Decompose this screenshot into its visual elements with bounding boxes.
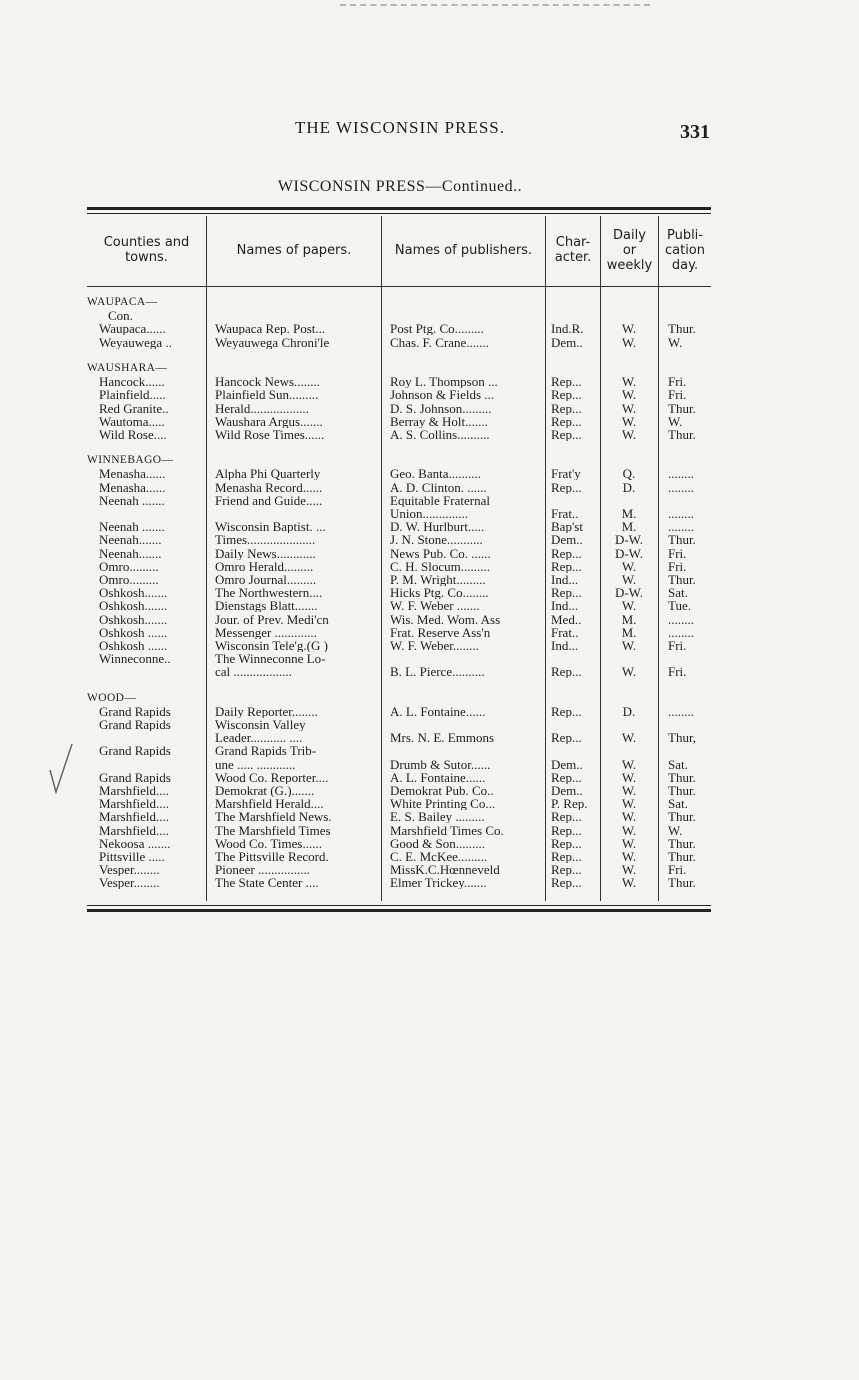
table-row <box>0 309 859 322</box>
cell-publication-day: Thur. <box>668 783 696 797</box>
cell-character: Rep... <box>551 480 582 494</box>
cell-publisher: White Printing Co... <box>390 797 496 811</box>
table-row <box>0 481 859 494</box>
cell-town: Grand Rapids <box>99 704 171 718</box>
table-row <box>0 626 859 639</box>
table-row <box>0 837 859 850</box>
cell-character: Med.. <box>551 612 582 626</box>
cell-publisher: D. W. Hurlburt..... <box>390 520 485 534</box>
cell-frequency: W. <box>621 731 637 745</box>
cell-paper-name: Weyauwega Chroni'le <box>215 335 330 349</box>
cell-frequency: W. <box>621 797 637 811</box>
column-header-papers: Names of papers. <box>236 242 352 258</box>
cell-publication-day: Thur. <box>668 401 696 415</box>
table-row <box>0 718 859 731</box>
cell-character: Rep... <box>551 823 582 837</box>
cell-character: Dem.. <box>551 533 583 547</box>
cell-publication-day: W. <box>668 414 683 428</box>
cell-publication-day: Fri. <box>668 665 687 679</box>
bottom-thin-rule <box>87 905 711 906</box>
cell-paper-name: The Marshfield Times <box>215 823 331 837</box>
table-row <box>0 428 859 441</box>
cell-publisher: Roy L. Thompson ... <box>390 375 498 389</box>
cell-character: Ind... <box>551 599 579 613</box>
cell-paper-name: Wisconsin Tele'g.(G ) <box>215 638 328 652</box>
cell-character: Rep... <box>551 427 582 441</box>
cell-frequency: W. <box>621 335 637 349</box>
cell-frequency: W. <box>621 599 637 613</box>
cell-paper-name: The Pittsville Record. <box>215 849 329 863</box>
cell-publication-day: ........ <box>668 480 694 494</box>
cell-town: Con. <box>108 309 133 323</box>
bottom-thick-rule <box>87 909 711 912</box>
cell-paper-name: The Marshfield News. <box>215 810 332 824</box>
cell-publication-day: Thur. <box>668 533 696 547</box>
cell-town: Waupaca...... <box>99 322 166 336</box>
table-row <box>0 665 859 678</box>
cell-publication-day: Fri. <box>668 638 687 652</box>
cell-publisher: Johnson & Fields ... <box>390 388 495 402</box>
cell-frequency: W. <box>621 783 637 797</box>
cell-town: Neenah....... <box>99 533 162 547</box>
top-thick-rule <box>87 207 711 210</box>
cell-town: Marshfield.... <box>99 810 170 824</box>
table-row <box>0 573 859 586</box>
cell-publisher: Union.............. <box>390 507 468 520</box>
table-row <box>0 771 859 784</box>
header-rule <box>87 286 711 287</box>
cell-publisher: MissK.C.Hœnneveld <box>390 863 500 877</box>
table-row <box>0 731 859 744</box>
cell-publisher: J. N. Stone........... <box>390 533 483 547</box>
cell-character: Rep... <box>551 665 582 679</box>
cell-publication-day: Sat. <box>668 757 688 771</box>
cell-frequency: W. <box>621 836 637 850</box>
cell-frequency: W. <box>621 757 637 771</box>
cell-town: Wild Rose.... <box>99 427 167 441</box>
cell-publisher: Wis. Med. Wom. Ass <box>390 612 501 626</box>
cell-paper-name: Daily News............ <box>215 546 316 560</box>
cell-paper-name: Leader........... .... <box>215 731 303 745</box>
cell-frequency: M. <box>621 520 637 534</box>
cell-frequency: W. <box>621 572 637 586</box>
table-row <box>0 810 859 823</box>
cell-publication-day: Fri. <box>668 375 687 389</box>
cell-frequency: W. <box>621 665 637 679</box>
cell-town: WAUSHARA— <box>87 361 168 374</box>
cell-town: WOOD— <box>87 691 137 704</box>
cell-character: Rep... <box>551 849 582 863</box>
cell-paper-name: Herald.................. <box>215 401 309 415</box>
cell-paper-name: The State Center .... <box>215 876 319 890</box>
cell-publisher: W. F. Weber........ <box>390 638 479 652</box>
cell-paper-name: The Winneconne Lo- <box>215 652 326 666</box>
cell-character: Rep... <box>551 559 582 573</box>
press-table-body <box>0 296 859 889</box>
county-heading-row <box>0 692 859 705</box>
column-header-publication-day: Publi- cation day. <box>664 227 705 273</box>
top-thin-rule <box>87 213 711 214</box>
cell-character: Rep... <box>551 586 582 600</box>
cell-frequency: W. <box>621 322 637 336</box>
cell-town: Grand Rapids <box>99 744 171 758</box>
cell-publication-day: Sat. <box>668 586 688 600</box>
cell-town: Neenah....... <box>99 546 162 560</box>
cell-frequency: W. <box>621 401 637 415</box>
cell-paper-name: Wood Co. Times...... <box>215 836 322 850</box>
cell-paper-name: Times..................... <box>215 533 316 547</box>
table-row <box>0 375 859 388</box>
cell-character: Ind... <box>551 572 579 586</box>
cell-frequency: W. <box>621 427 637 441</box>
cell-character: P. Rep. <box>551 797 588 811</box>
cell-publication-day: Thur. <box>668 836 696 850</box>
cell-town: Menasha...... <box>99 480 166 494</box>
cell-publisher: C. H. Slocum......... <box>390 559 491 573</box>
cell-frequency: W. <box>621 863 637 877</box>
table-row <box>0 520 859 533</box>
cell-publisher: B. L. Pierce.......... <box>390 665 485 679</box>
cell-frequency: D-W. <box>614 586 644 600</box>
spacer-row <box>0 441 859 454</box>
cell-character: Frat.. <box>551 625 579 639</box>
cell-town: Hancock...... <box>99 375 165 389</box>
cell-character: Rep... <box>551 731 582 745</box>
cell-town: Vesper........ <box>99 863 160 877</box>
table-row <box>0 797 859 810</box>
cell-town: Red Granite.. <box>99 401 169 415</box>
spacer-row <box>0 678 859 691</box>
cell-character: Frat'y <box>551 467 581 481</box>
cell-town: WINNEBAGO— <box>87 454 174 467</box>
cell-frequency: W. <box>621 388 637 402</box>
cell-publisher: Frat. Reserve Ass'n <box>390 625 491 639</box>
cell-publisher: D. S. Johnson......... <box>390 401 492 415</box>
cell-character: Rep... <box>551 810 582 824</box>
cell-town: WAUPACA— <box>87 296 158 308</box>
county-heading-row <box>0 454 859 467</box>
cell-publisher: Post Ptg. Co......... <box>390 322 484 336</box>
cell-frequency: M. <box>621 612 637 626</box>
cell-town: Plainfield..... <box>99 388 166 402</box>
handwritten-check-mark <box>46 740 76 800</box>
cell-paper-name: Messenger ............. <box>215 625 317 639</box>
table-row <box>0 322 859 335</box>
cell-town: Marshfield.... <box>99 823 170 837</box>
cell-paper-name: Waushara Argus....... <box>215 414 323 428</box>
cell-paper-name: Grand Rapids Trib- <box>215 744 317 758</box>
cell-town: Nekoosa ....... <box>99 836 171 850</box>
cell-publication-day: Thur. <box>668 572 696 586</box>
cell-town: Menasha...... <box>99 467 166 481</box>
cell-publication-day: W. <box>668 823 683 837</box>
cell-paper-name: Jour. of Prev. Medi'cn <box>215 612 329 626</box>
cell-publication-day: ........ <box>668 625 694 639</box>
cell-paper-name: Pioneer ................ <box>215 863 310 877</box>
cell-paper-name: Wisconsin Baptist. ... <box>215 520 326 534</box>
cell-town: Marshfield.... <box>99 783 170 797</box>
cell-publisher: A. L. Fontaine...... <box>390 704 486 718</box>
cell-publication-day: Thur, <box>668 731 696 745</box>
table-row <box>0 758 859 771</box>
cell-publisher: Chas. F. Crane....... <box>390 335 489 349</box>
column-header-counties: Counties and towns. <box>103 235 190 265</box>
cell-publication-day: Thur. <box>668 322 696 336</box>
table-title: WISCONSIN PRESS—Continued.. <box>277 178 523 195</box>
cell-publication-day: Fri. <box>668 559 687 573</box>
cell-publication-day: ........ <box>668 704 694 718</box>
cell-character: Frat.. <box>551 507 579 520</box>
table-row <box>0 402 859 415</box>
cell-town: Omro......... <box>99 559 159 573</box>
cell-town: Oshkosh....... <box>99 599 168 613</box>
cell-frequency: W. <box>621 823 637 837</box>
cell-character: Dem.. <box>551 335 583 349</box>
table-row <box>0 388 859 401</box>
cell-paper-name: Wood Co. Reporter.... <box>215 770 329 784</box>
cell-town: Wautoma..... <box>99 414 165 428</box>
cell-publication-day: Sat. <box>668 797 688 811</box>
cell-paper-name: Omro Herald......... <box>215 559 314 573</box>
cell-frequency: M. <box>621 625 637 639</box>
cell-publisher: A. D. Clinton. ...... <box>390 480 487 494</box>
table-row <box>0 560 859 573</box>
page-number: 331 <box>680 121 710 143</box>
cell-character: Rep... <box>551 863 582 877</box>
cell-town: Grand Rapids <box>99 718 171 731</box>
cell-publisher: Drumb & Sutor...... <box>390 757 491 771</box>
cell-town: Oshkosh ...... <box>99 625 168 639</box>
cell-publication-day: Fri. <box>668 863 687 877</box>
cell-publisher: Elmer Trickey....... <box>390 876 487 890</box>
cell-publisher: News Pub. Co. ...... <box>390 546 491 560</box>
cell-character: Rep... <box>551 770 582 784</box>
cell-paper-name: Plainfield Sun......... <box>215 388 319 402</box>
cell-paper-name: Omro Journal......... <box>215 572 317 586</box>
cell-publication-day: Fri. <box>668 546 687 560</box>
cell-publication-day: Tue. <box>668 599 692 613</box>
cell-publication-day: Thur. <box>668 427 696 441</box>
cell-publisher: Demokrat Pub. Co.. <box>390 783 494 797</box>
cell-paper-name: Hancock News........ <box>215 375 321 389</box>
cell-publication-day: ........ <box>668 507 694 520</box>
cell-paper-name: The Northwestern.... <box>215 586 323 600</box>
cell-character: Rep... <box>551 876 582 890</box>
cell-publication-day: ........ <box>668 612 694 626</box>
cell-frequency: Q. <box>622 467 636 481</box>
cell-publication-day: W. <box>668 335 683 349</box>
table-row <box>0 744 859 757</box>
cell-paper-name: cal .................. <box>215 665 292 679</box>
cell-town: Grand Rapids <box>99 770 171 784</box>
cell-town: Marshfield.... <box>99 797 170 811</box>
cell-paper-name: une ..... ............ <box>215 757 296 771</box>
cell-frequency: W. <box>621 414 637 428</box>
cell-frequency: W. <box>621 770 637 784</box>
cell-town: Vesper........ <box>99 876 160 890</box>
cell-frequency: W. <box>621 810 637 824</box>
cell-frequency: M. <box>621 507 637 520</box>
cell-frequency: D-W. <box>614 546 644 560</box>
cell-paper-name: Wisconsin Valley <box>215 718 306 731</box>
cell-town: Weyauwega .. <box>99 335 172 349</box>
cell-character: Rep... <box>551 704 582 718</box>
table-row <box>0 494 859 507</box>
cell-publication-day: Thur. <box>668 849 696 863</box>
cell-paper-name: Wild Rose Times...... <box>215 427 325 441</box>
cell-frequency: W. <box>621 876 637 890</box>
cell-character: Ind... <box>551 638 579 652</box>
cell-publisher: C. E. McKee......... <box>390 849 488 863</box>
cell-frequency: W. <box>621 638 637 652</box>
table-row <box>0 467 859 480</box>
cell-paper-name: Marshfield Herald.... <box>215 797 324 811</box>
cell-paper-name: Friend and Guide..... <box>215 493 323 507</box>
table-row <box>0 784 859 797</box>
cell-publication-day: ........ <box>668 467 694 481</box>
column-header-publishers: Names of publishers. <box>394 242 533 258</box>
county-heading-row <box>0 296 859 309</box>
cell-paper-name: Waupaca Rep. Post... <box>215 322 326 336</box>
cell-publisher: A. S. Collins.......... <box>390 427 490 441</box>
cell-town: Pittsville ..... <box>99 849 165 863</box>
scan-artifact-marks <box>340 0 650 6</box>
cell-character: Ind.R. <box>551 322 584 336</box>
table-row <box>0 863 859 876</box>
cell-frequency: W. <box>621 559 637 573</box>
cell-publisher: Marshfield Times Co. <box>390 823 504 837</box>
cell-character: Rep... <box>551 414 582 428</box>
cell-frequency: W. <box>621 849 637 863</box>
cell-paper-name: Alpha Phi Quarterly <box>215 467 321 481</box>
cell-character: Dem.. <box>551 757 583 771</box>
cell-character: Rep... <box>551 401 582 415</box>
cell-paper-name: Daily Reporter........ <box>215 704 318 718</box>
table-row <box>0 639 859 652</box>
cell-publisher: P. M. Wright......... <box>390 572 486 586</box>
cell-publication-day: ........ <box>668 520 694 534</box>
table-row <box>0 507 859 520</box>
cell-frequency: D-W. <box>614 533 644 547</box>
cell-town: Oshkosh....... <box>99 612 168 626</box>
cell-town: Neenah ....... <box>99 520 165 534</box>
cell-publisher: Good & Son......... <box>390 836 485 850</box>
cell-publisher: A. L. Fontaine...... <box>390 770 486 784</box>
cell-publication-day: Thur. <box>668 876 696 890</box>
cell-paper-name: Menasha Record...... <box>215 480 323 494</box>
cell-publication-day: Thur. <box>668 770 696 784</box>
table-row <box>0 824 859 837</box>
cell-publisher: Equitable Fraternal <box>390 493 490 507</box>
cell-frequency: D. <box>622 480 636 494</box>
cell-town: Winneconne.. <box>99 652 171 666</box>
table-row <box>0 547 859 560</box>
table-row <box>0 336 859 349</box>
cell-town: Omro......... <box>99 572 159 586</box>
table-row <box>0 599 859 612</box>
table-row <box>0 652 859 665</box>
cell-character: Rep... <box>551 546 582 560</box>
cell-publisher: E. S. Bailey ......... <box>390 810 485 824</box>
table-row <box>0 533 859 546</box>
cell-publisher: Hicks Ptg. Co........ <box>390 586 489 600</box>
cell-character: Dem.. <box>551 783 583 797</box>
cell-publisher: W. F. Weber ....... <box>390 599 480 613</box>
running-title: THE WISCONSIN PRESS. <box>294 118 506 137</box>
cell-publication-day: Fri. <box>668 388 687 402</box>
cell-publisher: Berray & Holt....... <box>390 414 488 428</box>
column-header-frequency: Daily or weekly <box>606 227 653 273</box>
cell-character: Rep... <box>551 836 582 850</box>
cell-character: Bap'st <box>551 520 583 534</box>
county-heading-row <box>0 362 859 375</box>
table-row <box>0 415 859 428</box>
cell-publication-day: Thur. <box>668 810 696 824</box>
table-row <box>0 850 859 863</box>
table-row <box>0 613 859 626</box>
cell-publisher: Geo. Banta.......... <box>390 467 481 481</box>
cell-paper-name: Dienstags Blatt....... <box>215 599 318 613</box>
table-row <box>0 586 859 599</box>
cell-town: Oshkosh....... <box>99 586 168 600</box>
cell-town: Oshkosh ...... <box>99 638 168 652</box>
cell-character: Rep... <box>551 388 582 402</box>
cell-frequency: D. <box>622 704 636 718</box>
table-row <box>0 705 859 718</box>
column-header-character: Char- acter. <box>554 235 592 265</box>
spacer-row <box>0 349 859 362</box>
cell-paper-name: Demokrat (G.)....... <box>215 783 315 797</box>
cell-frequency: W. <box>621 375 637 389</box>
cell-character: Rep... <box>551 375 582 389</box>
cell-publisher: Mrs. N. E. Emmons <box>390 731 494 745</box>
cell-town: Neenah ....... <box>99 493 165 507</box>
table-row <box>0 876 859 889</box>
